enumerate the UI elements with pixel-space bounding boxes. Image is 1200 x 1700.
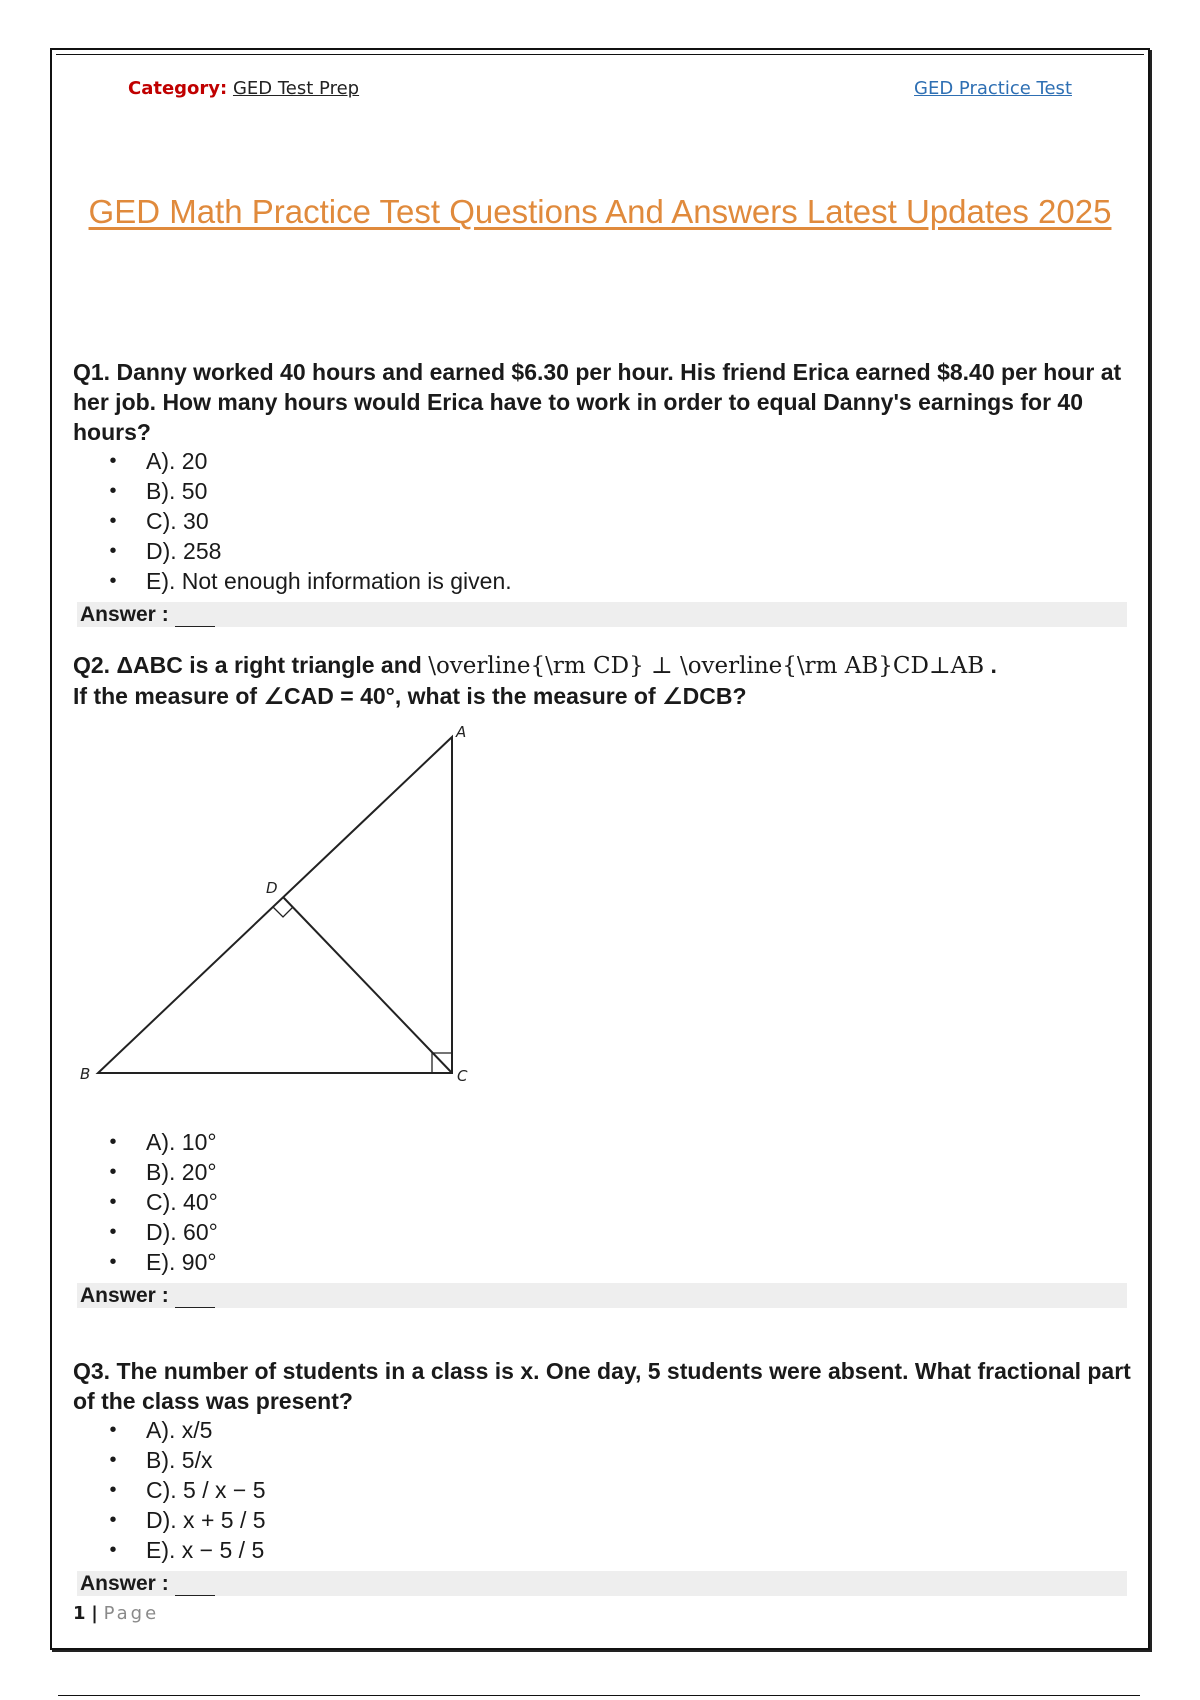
bullet-icon: •: [109, 1479, 117, 1501]
option-item: • C). 40°: [109, 1189, 218, 1215]
page-number: 1: [73, 1603, 86, 1624]
option-item: • B). 50: [109, 478, 208, 504]
answer-bar-2: [77, 1283, 1127, 1308]
answer-label: Answer :: [80, 1572, 169, 1595]
answer-bar-3: [77, 1571, 1127, 1596]
question-3-prompt: Q3. The number of students in a class is x. One day, 5 students were absent. What fractional part of the class was present?: [73, 1358, 1131, 1414]
option-item: • C). 5 / x − 5: [109, 1477, 266, 1503]
category-link[interactable]: GED Test Prep: [232, 78, 360, 99]
triangle-diagram: [70, 715, 490, 1095]
bullet-icon: •: [109, 1161, 117, 1183]
answer-label: Answer :: [80, 603, 169, 626]
bullet-icon: •: [109, 570, 117, 592]
bullet-icon: •: [109, 510, 117, 532]
option-item: • A). x/5: [109, 1417, 213, 1443]
bullet-icon: •: [109, 1251, 117, 1273]
ged-practice-test-link[interactable]: GED Practice Test: [914, 78, 1072, 99]
bullet-icon: •: [109, 1449, 117, 1471]
answer-blank[interactable]: [175, 606, 215, 627]
bullet-icon: •: [109, 1131, 117, 1153]
vertex-label-b: B: [80, 1065, 91, 1083]
page-separator: |: [91, 1603, 98, 1624]
question-2-end: .: [984, 652, 997, 678]
question-2-text: Q2. ΔABC is a right triangle and: [73, 652, 429, 678]
bullet-icon: •: [109, 540, 117, 562]
answer-blank[interactable]: [175, 1575, 215, 1596]
answer-label: Answer :: [80, 1284, 169, 1307]
bullet-icon: •: [109, 480, 117, 502]
option-item: • C). 30: [109, 508, 209, 534]
page-title[interactable]: GED Math Practice Test Questions And Answers Latest Updates 2025: [88, 193, 1112, 230]
right-angle-marker-d: [273, 907, 293, 917]
option-item: • E). Not enough information is given.: [109, 568, 512, 594]
question-1-prompt: Q1. Danny worked 40 hours and earned $6.30 per hour. His friend Erica earned $8.40 per hour at her job. How many hours would Erica have to work in order to equal Danny's earnings for 40 hours?: [73, 359, 1122, 445]
vertex-label-c: C: [457, 1067, 468, 1085]
question-2-prompt: [73, 650, 1133, 711]
bullet-icon: •: [109, 1221, 117, 1243]
option-item: • E). x − 5 / 5: [109, 1537, 265, 1563]
page-word: Page: [103, 1603, 160, 1624]
bullet-icon: •: [109, 1419, 117, 1441]
option-item: • E). 90°: [109, 1249, 217, 1275]
bullet-icon: •: [109, 1539, 117, 1561]
page-footer: [73, 1603, 159, 1624]
bottom-divider: [58, 1695, 1140, 1696]
answer-bar-1: [77, 602, 1127, 627]
bullet-icon: •: [109, 1191, 117, 1213]
option-item: • B). 20°: [109, 1159, 217, 1185]
option-item: • B). 5/x: [109, 1447, 213, 1473]
option-item: • D). x + 5 / 5: [109, 1507, 266, 1533]
header-row: [128, 78, 1072, 102]
category-label: Category:: [128, 78, 228, 99]
answer-blank[interactable]: [175, 1287, 215, 1308]
question-2-options: [108, 1127, 218, 1277]
question-3-options: [108, 1415, 266, 1565]
question-2-latex: \overline{\rm CD} ⊥ \overline{\rm AB}CD⊥AB: [428, 653, 985, 679]
bullet-icon: •: [109, 450, 117, 472]
option-item: • D). 60°: [109, 1219, 218, 1245]
vertex-label-d: D: [266, 879, 278, 897]
triangle-abc: [98, 737, 452, 1073]
option-item: • A). 20: [109, 448, 208, 474]
bullet-icon: •: [109, 1509, 117, 1531]
question-1-options: [108, 446, 512, 596]
vertex-label-a: A: [456, 723, 467, 741]
question-2-line2: If the measure of ∠CAD = 40°, what is the measure of ∠DCB?: [73, 683, 747, 709]
segment-cd: [283, 897, 452, 1073]
option-item: • A). 10°: [109, 1129, 217, 1155]
option-item: • D). 258: [109, 538, 222, 564]
